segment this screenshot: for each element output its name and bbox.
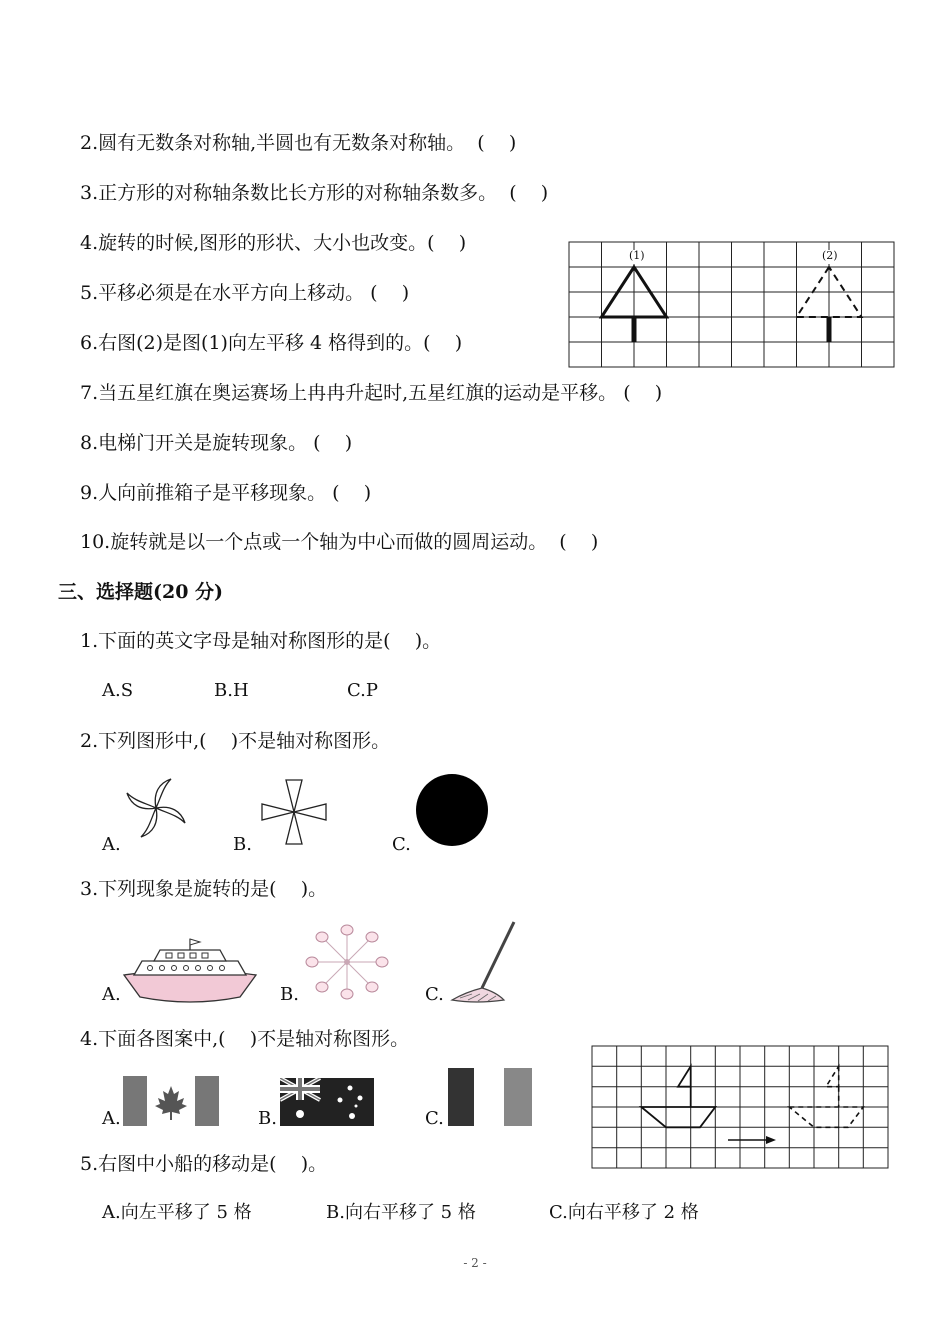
q4-option-b[interactable]: B. [258,1108,277,1129]
vertical-bicolor-flag-icon [448,1068,534,1128]
tf-item-9: 9.人向前推箱子是平移现象。 ( ) [80,482,372,504]
tf-item-8: 8.电梯门开关是旋转现象。 ( ) [80,432,353,454]
q1-option-b[interactable]: B.H [214,680,249,701]
page-number: - 2 - [463,1256,487,1270]
grid-lines [569,242,894,367]
q1-option-c[interactable]: C.P [347,680,378,701]
ship-icon [120,935,260,1007]
q5-option-b[interactable]: B.向右平移了 5 格 [326,1202,476,1223]
q2-option-c[interactable]: C. [392,834,411,855]
q5-option-a[interactable]: A.向左平移了 5 格 [102,1202,252,1223]
q2-option-a[interactable]: A. [102,834,121,855]
tf-item-3: 3.正方形的对称轴条数比长方形的对称轴条数多。 ( ) [80,182,549,204]
tf-item-4: 4.旋转的时候,图形的形状、大小也改变。( ) [80,232,467,254]
q3-option-b[interactable]: B. [280,984,299,1005]
q3-stem: 3.下列现象是旋转的是( )。 [80,878,328,900]
q1-stem: 1.下面的英文字母是轴对称图形的是( )。 [80,630,442,652]
q2-option-b[interactable]: B. [233,834,252,855]
tree-translation-grid [568,240,896,370]
mop-icon [446,918,520,1006]
q5-stem: 5.右图中小船的移动是( )。 [80,1153,328,1175]
ferris-wheel-icon [300,922,394,1002]
grid-label-2: (2) [822,249,838,262]
tf-item-10: 10.旋转就是以一个点或一个轴为中心而做的圆周运动。 ( ) [80,531,599,553]
q5-option-c[interactable]: C.向右平移了 2 格 [549,1202,699,1223]
tf-item-7: 7.当五星红旗在奥运赛场上冉冉升起时,五星红旗的运动是平移。 ( ) [80,382,663,404]
section-3-title: 三、选择题(20 分) [58,581,224,603]
canada-flag-icon [123,1076,219,1126]
q1-option-a[interactable]: A.S [102,680,134,701]
boat-translated-dashed [789,1066,863,1127]
q4-option-c[interactable]: C. [425,1108,444,1129]
tf-item-5: 5.平移必须是在水平方向上移动。 ( ) [80,282,410,304]
q3-option-a[interactable]: A. [102,984,121,1005]
grid-label-1: (1) [629,249,645,262]
boat-original [641,1066,715,1127]
q3-option-c[interactable]: C. [425,984,444,1005]
boat-translation-grid [590,1044,890,1170]
pinwheel-icon [123,775,189,841]
cross-fan-icon [258,776,330,848]
black-circle-icon [414,772,490,848]
q4-stem: 4.下面各图案中,( )不是轴对称图形。 [80,1028,410,1050]
australia-flag-icon [280,1078,374,1126]
tf-item-2: 2.圆有无数条对称轴,半圆也有无数条对称轴。 ( ) [80,132,517,154]
q4-option-a[interactable]: A. [102,1108,121,1129]
right-arrow-icon [728,1136,776,1144]
q2-stem: 2.下列图形中,( )不是轴对称图形。 [80,730,391,752]
tf-item-6: 6.右图(2)是图(1)向左平移 4 格得到的。( ) [80,332,463,354]
